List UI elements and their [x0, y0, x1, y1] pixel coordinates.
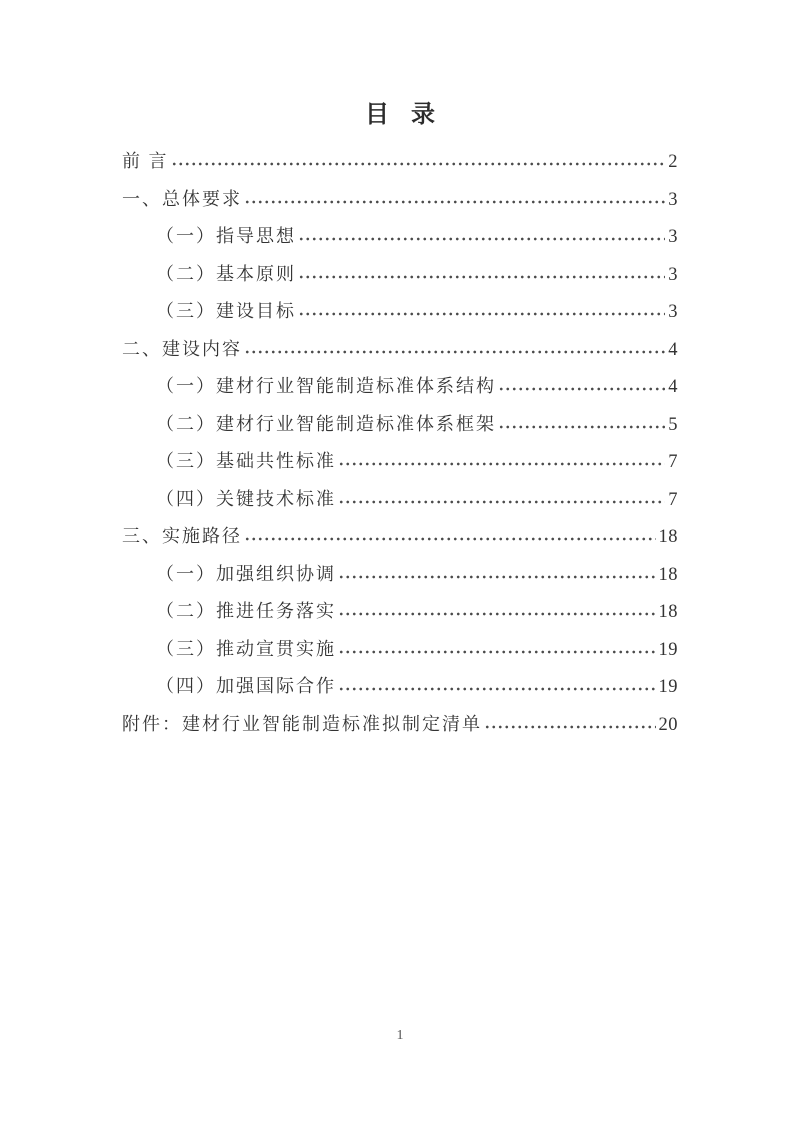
toc-entry-page: 3: [668, 189, 678, 210]
toc-dot-leader: [338, 611, 656, 617]
toc-entry: [122, 218, 678, 256]
toc-entry-label: （一）建材行业智能制造标准体系结构: [156, 376, 496, 396]
toc-dot-leader: [338, 686, 656, 692]
toc-entry-page: 3: [668, 302, 678, 322]
toc-entry-label: 二、建设内容: [122, 338, 242, 359]
toc-entry-label: 三、实施路径: [122, 526, 242, 546]
toc-entry-page: 3: [668, 227, 678, 247]
toc-entry-label: （一）加强组织协调: [156, 563, 336, 584]
toc-dot-leader: [298, 274, 665, 280]
toc-entry: [122, 481, 678, 519]
toc-dot-leader: [244, 536, 656, 542]
toc-entry: [122, 668, 678, 706]
toc-dot-leader: [338, 499, 665, 505]
toc-entry-label: （一）指导思想: [156, 226, 296, 246]
toc-entry-label: 附件：建材行业智能制造标准拟制定清单: [122, 713, 482, 734]
toc-entry-label: 一、总体要求: [122, 188, 242, 209]
toc-entry: [122, 368, 678, 406]
toc-entry: [122, 631, 678, 669]
toc-entry-page: 7: [668, 489, 678, 510]
toc-dot-leader: [298, 311, 665, 317]
toc-entry: [122, 331, 678, 369]
toc-list: [122, 143, 678, 743]
toc-entry-page: 7: [668, 452, 678, 472]
toc-entry: [122, 443, 678, 481]
toc-dot-leader: [338, 461, 665, 467]
toc-entry-label: （二）基本原则: [156, 263, 296, 284]
toc-entry-label: （三）推动宣贯实施: [156, 638, 336, 659]
toc-entry: [122, 143, 678, 181]
toc-entry-label: （四）关键技术标准: [156, 488, 336, 509]
toc-entry: [122, 706, 678, 744]
toc-entry-page: 5: [668, 414, 678, 435]
toc-entry-page: 18: [658, 564, 678, 585]
toc-dot-leader: [498, 386, 665, 392]
toc-entry: [122, 556, 678, 594]
toc-dot-leader: [298, 236, 665, 242]
toc-entry-page: 19: [658, 639, 678, 660]
toc-entry-page: 3: [668, 264, 678, 285]
toc-entry-label: （三）基础共性标准: [156, 451, 336, 471]
page-title: 目 录: [365, 102, 443, 128]
toc-entry-page: 19: [658, 677, 678, 697]
toc-entry-label: （四）加强国际合作: [156, 676, 336, 696]
toc-dot-leader: [244, 349, 665, 355]
toc-entry-page: 4: [668, 339, 678, 360]
toc-dot-leader: [498, 424, 665, 430]
toc-entry: [122, 181, 678, 219]
toc-entry-label: （二）推进任务落实: [156, 601, 336, 621]
toc-entry-page: 4: [668, 377, 678, 397]
toc-dot-leader: [171, 161, 666, 167]
toc-entry-label: 前 言: [122, 151, 169, 171]
toc-entry: [122, 406, 678, 444]
toc-dot-leader: [338, 649, 656, 655]
toc-entry-page: 20: [658, 714, 678, 735]
toc-entry: [122, 256, 678, 294]
page-footer-number: 1: [396, 1028, 404, 1043]
toc-dot-leader: [338, 574, 656, 580]
toc-entry-page: 18: [658, 602, 678, 622]
toc-entry: [122, 518, 678, 556]
toc-entry-label: （二）建材行业智能制造标准体系框架: [156, 413, 496, 434]
toc-entry-page: 2: [668, 152, 678, 172]
toc-entry-label: （三）建设目标: [156, 301, 296, 321]
toc-dot-leader: [484, 724, 656, 730]
toc-entry: [122, 593, 678, 631]
toc-dot-leader: [244, 199, 665, 205]
toc-entry-page: 18: [658, 527, 678, 547]
toc-entry: [122, 293, 678, 331]
